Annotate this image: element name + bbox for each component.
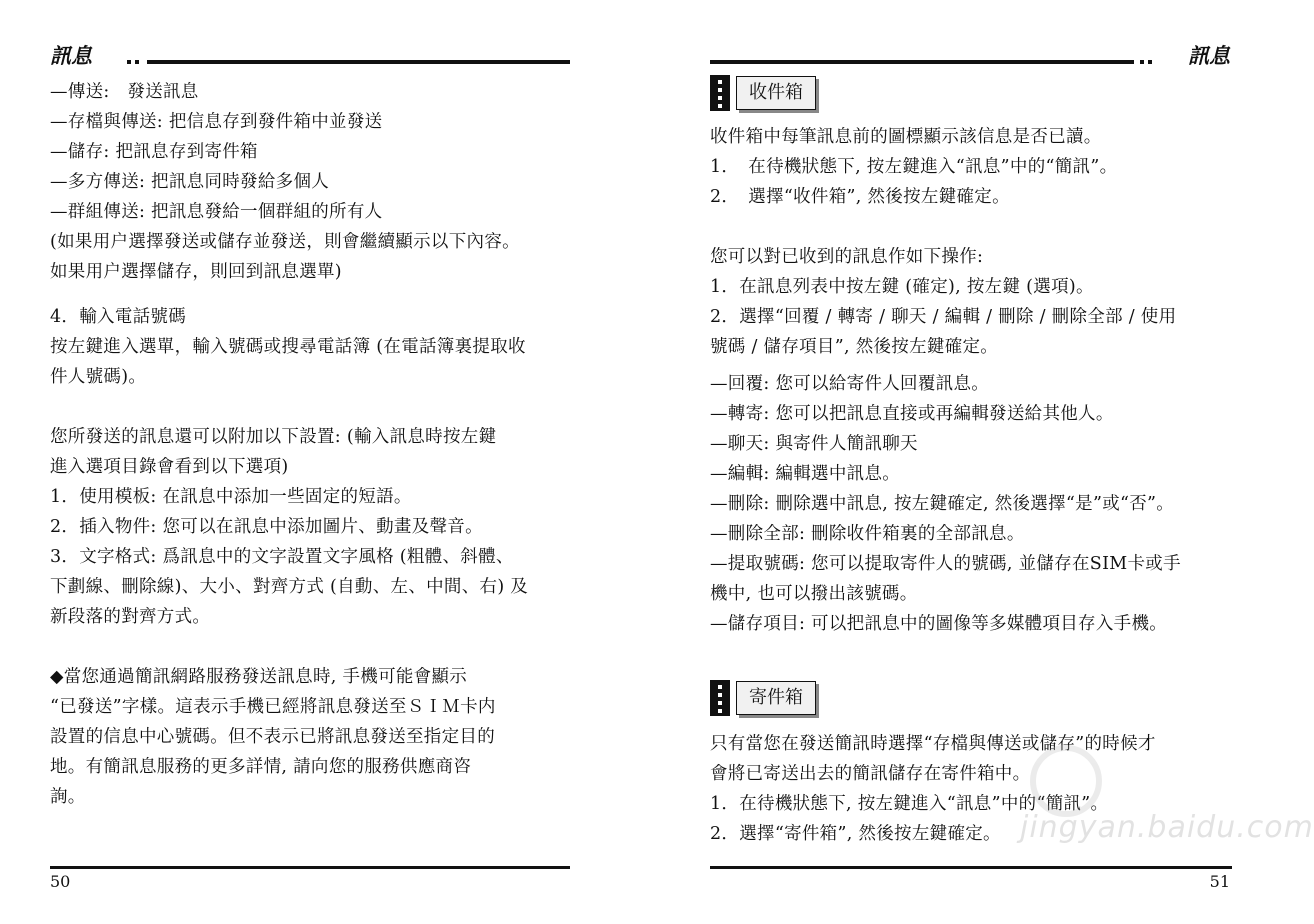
right-line: 1．在訊息列表中按左鍵 (確定), 按左鍵 (選項)。 (710, 277, 1094, 297)
left-footer-rule (50, 866, 570, 869)
left-line: 如果用户選擇儲存，則回到訊息選單) (50, 262, 342, 282)
right-line: —儲存項目: 可以把訊息中的圖像等多媒體項目存入手機。 (710, 614, 1168, 634)
right-line: 2．選擇“寄件箱”, 然後按左鍵確定。 (710, 824, 1001, 844)
left-line: (如果用户選擇發送或儲存並發送，則會繼續顯示以下內容。 (50, 232, 520, 252)
left-line: 件人號碼)。 (50, 367, 147, 387)
right-page-header: 訊息 (1188, 44, 1230, 68)
right-line: 1．在待機狀態下, 按左鍵進入“訊息”中的“簡訊”。 (710, 794, 1109, 814)
left-line: 下劃線、刪除線)、大小、對齊方式 (自動、左、中間、右) 及 (50, 577, 529, 597)
film-strip-icon (710, 75, 730, 111)
left-line: —傳送: 發送訊息 (50, 82, 199, 102)
left-note-line: “已發送”字樣。這表示手機已經將訊息發送至ＳＩＭ卡内 (50, 697, 496, 717)
right-line: —回覆: 您可以給寄件人回覆訊息。 (710, 374, 990, 394)
film-strip-icon (710, 680, 730, 716)
section-title-outbox: 寄件箱 (736, 681, 816, 715)
right-header-rule (710, 60, 1134, 64)
right-header-dots (1140, 60, 1154, 64)
right-line: 2． 選擇“收件箱”, 然後按左鍵確定。 (710, 187, 1010, 207)
right-line: —刪除全部: 刪除收件箱裏的全部訊息。 (710, 524, 1025, 544)
left-line: 3．文字格式: 爲訊息中的文字設置文字風格 (粗體、斜體、 (50, 547, 514, 567)
left-line: —儲存: 把訊息存到寄件箱 (50, 142, 258, 162)
left-line: —存檔與傳送: 把信息存到發件箱中並發送 (50, 112, 383, 132)
left-note-line: 設置的信息中心號碼。但不表示已將訊息發送至指定目的 (50, 727, 495, 747)
left-line: 您所發送的訊息還可以附加以下設置: (輸入訊息時按左鍵 (50, 427, 497, 447)
left-line: —群組傳送: 把訊息發給一個群組的所有人 (50, 202, 383, 222)
left-line: 新段落的對齊方式。 (50, 607, 211, 627)
right-line: —提取號碼: 您可以提取寄件人的號碼, 並儲存在SIM卡或手 (710, 554, 1181, 574)
left-line: 2．插入物件: 您可以在訊息中添加圖片、動畫及聲音。 (50, 517, 483, 537)
left-page-header: 訊息 (50, 44, 92, 68)
left-note-line: 詢。 (50, 787, 86, 807)
right-line: 會將已寄送出去的簡訊儲存在寄件箱中。 (710, 764, 1031, 784)
left-line: 4．輸入電話號碼 (50, 307, 187, 327)
right-footer-rule (710, 866, 1232, 869)
left-note-line: ◆當您通過簡訊網路服務發送訊息時, 手機可能會顯示 (50, 667, 468, 687)
right-line: 2．選擇“回覆 / 轉寄 / 聊天 / 編輯 / 刪除 / 刪除全部 / 使用 (710, 307, 1177, 327)
right-line: 機中, 也可以撥出該號碼。 (710, 584, 918, 604)
watermark-text: jingyan.baidu.com (1020, 810, 1314, 845)
left-page (0, 0, 640, 924)
right-line: —轉寄: 您可以把訊息直接或再編輯發送給其他人。 (710, 404, 1114, 424)
left-line: 按左鍵進入選單，輸入號碼或搜尋電話簿 (在電話簿裏提取收 (50, 337, 526, 357)
right-line: —刪除: 刪除選中訊息, 按左鍵確定, 然後選擇“是”或“否”。 (710, 494, 1175, 514)
left-line: 1．使用模板: 在訊息中添加一些固定的短語。 (50, 487, 412, 507)
right-line: 號碼 / 儲存項目”, 然後按左鍵確定。 (710, 337, 999, 357)
left-line: 進入選項目錄會看到以下選項) (50, 457, 289, 477)
right-line: 您可以對已收到的訊息作如下操作: (710, 247, 984, 267)
right-page-number: 51 (1209, 872, 1230, 891)
left-header-rule (147, 60, 570, 64)
right-page (640, 0, 1314, 924)
right-line: —編輯: 編輯選中訊息。 (710, 464, 901, 484)
left-note-line: 地。有簡訊息服務的更多詳情, 請向您的服務供應商咨 (50, 757, 472, 777)
right-line: 只有當您在發送簡訊時選擇“存檔與傳送或儲存”的時候才 (710, 734, 1156, 754)
section-title-inbox: 收件箱 (736, 76, 816, 110)
right-line: 收件箱中每筆訊息前的圖標顯示該信息是否已讀。 (710, 127, 1102, 147)
left-line: —多方傳送: 把訊息同時發給多個人 (50, 172, 330, 192)
left-page-number: 50 (50, 872, 71, 891)
right-line: —聊天: 與寄件人簡訊聊天 (710, 434, 918, 454)
left-header-dots (127, 60, 141, 64)
right-line: 1． 在待機狀態下, 按左鍵進入“訊息”中的“簡訊”。 (710, 157, 1118, 177)
